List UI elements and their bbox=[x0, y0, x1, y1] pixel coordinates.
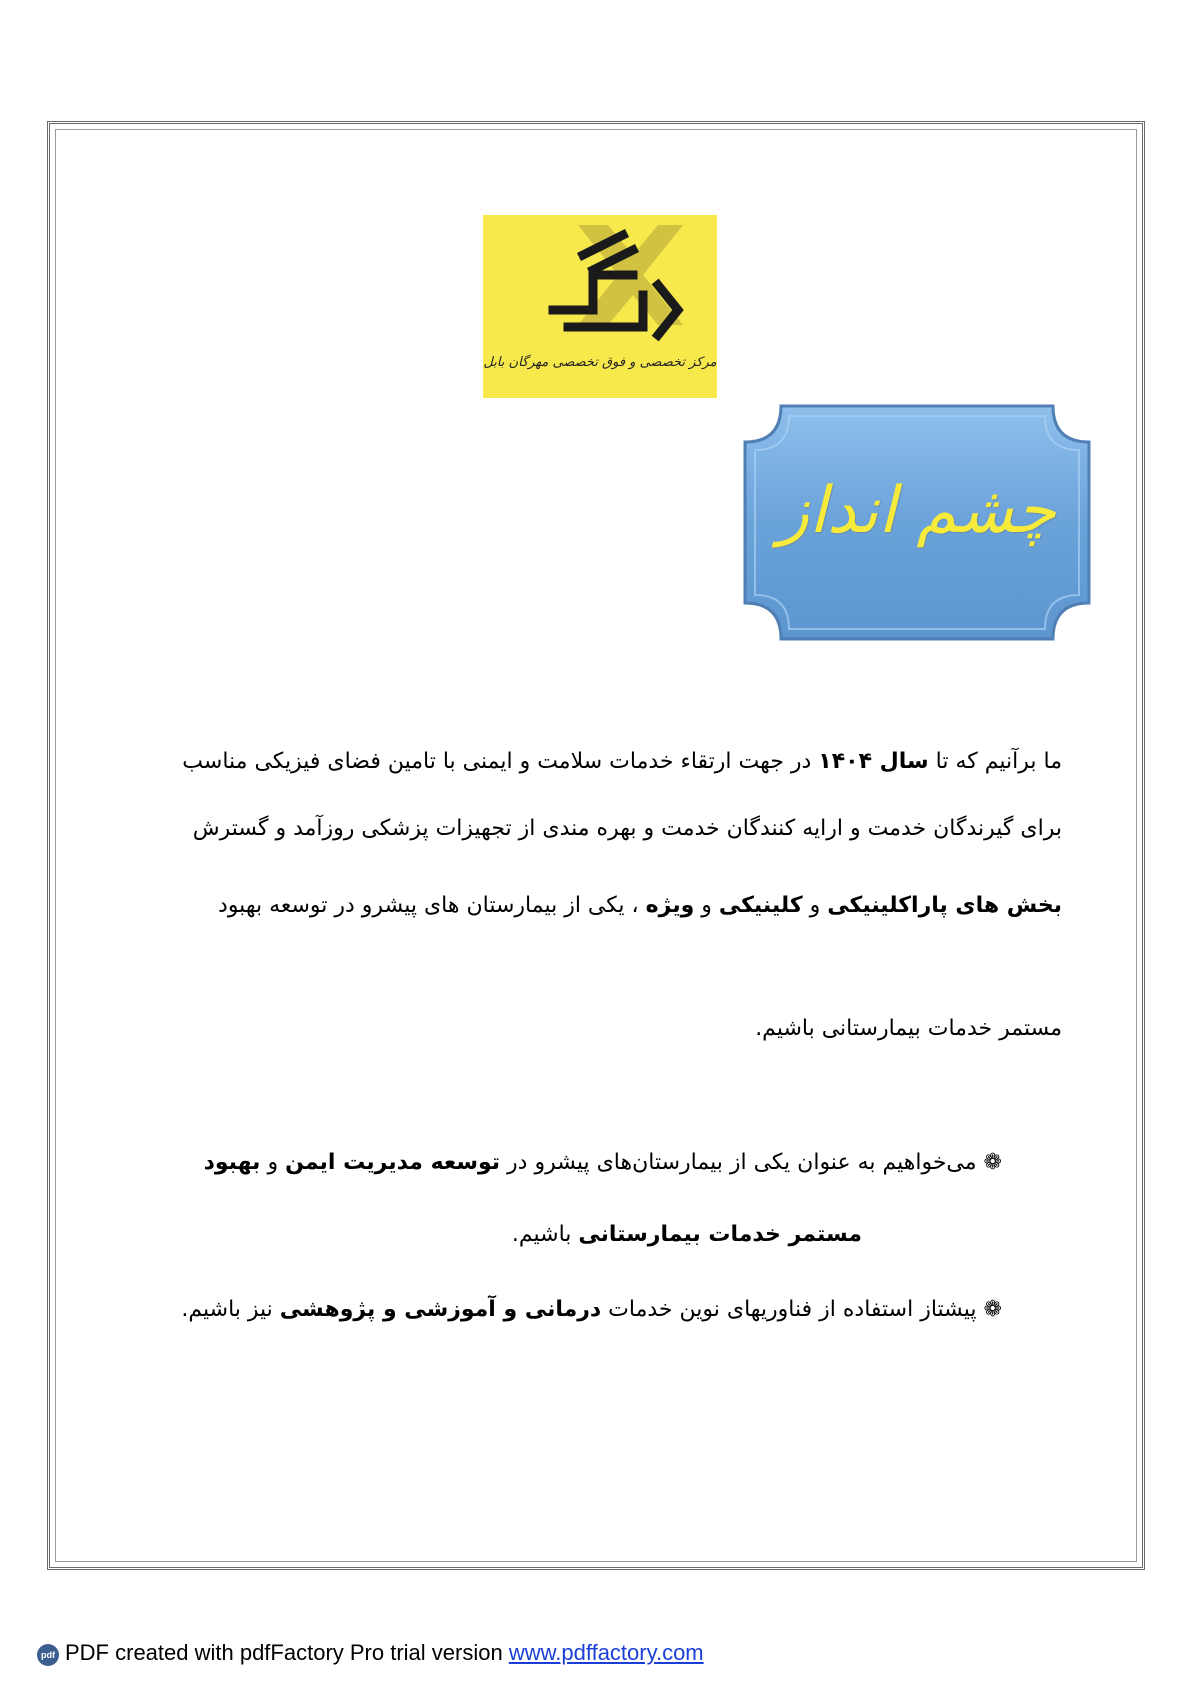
text-run: می‌خواهیم به عنوان یکی از بیمارستان‌های پیشرو در bbox=[500, 1150, 977, 1175]
pdffactory-icon: pdf bbox=[37, 1644, 59, 1666]
hospital-logo bbox=[483, 215, 717, 398]
text-run: مستمر خدمات بیمارستانی bbox=[578, 1222, 862, 1247]
logo-mark-icon bbox=[483, 215, 717, 398]
text-run: ویژه bbox=[645, 893, 695, 918]
text-run: کلینیکی bbox=[718, 893, 803, 918]
goal-item bbox=[204, 1150, 1002, 1175]
text-run: درمانی و آموزشی و پژوهشی bbox=[279, 1297, 602, 1322]
vision-title: چشم انداز bbox=[778, 474, 1056, 548]
vision-line bbox=[755, 1015, 1062, 1043]
goal-item-continuation bbox=[512, 1222, 862, 1247]
text-run: نیز باشیم. bbox=[181, 1297, 280, 1322]
text-run: بخش های پاراکلینیکی bbox=[827, 893, 1062, 918]
text-run: و bbox=[260, 1150, 286, 1175]
text-run: در جهت ارتقاء خدمات سلامت و ایمنی با تامین فضای فیزیکی مناسب bbox=[182, 749, 819, 774]
text-run: و bbox=[802, 893, 828, 918]
vision-line bbox=[182, 748, 1062, 776]
footer-text: PDF created with pdfFactory Pro trial version bbox=[65, 1640, 509, 1665]
text-run: توسعه مدیریت ایمن bbox=[285, 1150, 501, 1175]
flower-icon: ❁ bbox=[976, 1297, 1002, 1322]
flower-icon: ❁ bbox=[976, 1150, 1002, 1175]
text-run: پیشتاز استفاده از فناوریهای نوین خدمات bbox=[601, 1297, 977, 1322]
vision-line bbox=[193, 815, 1062, 843]
text-run: و bbox=[694, 893, 719, 918]
logo-caption: مرکز تخصصی و فوق تخصصی مهرگان بابل bbox=[483, 355, 717, 370]
goal-item bbox=[181, 1297, 1002, 1322]
text-run: سال ۱۴۰۴ bbox=[818, 749, 929, 774]
pdf-footer bbox=[37, 1640, 704, 1666]
text-run: مستمر خدمات بیمارستانی باشیم. bbox=[755, 1016, 1062, 1041]
text-run: ما برآنیم که تا bbox=[928, 749, 1062, 774]
vision-line bbox=[218, 892, 1062, 920]
text-run: ، یکی از بیمارستان های پیشرو در توسعه بهبود bbox=[218, 893, 646, 918]
footer-link[interactable]: www.pdffactory.com bbox=[508, 1640, 704, 1665]
text-run: برای گیرندگان خدمت و ارایه کنندگان خدمت و بهره مندی از تجهیزات پزشکی روزآمد و گسترش bbox=[192, 816, 1062, 841]
text-run: بهبود bbox=[203, 1150, 261, 1175]
text-run: باشیم. bbox=[511, 1222, 579, 1247]
vision-badge bbox=[741, 402, 1093, 643]
